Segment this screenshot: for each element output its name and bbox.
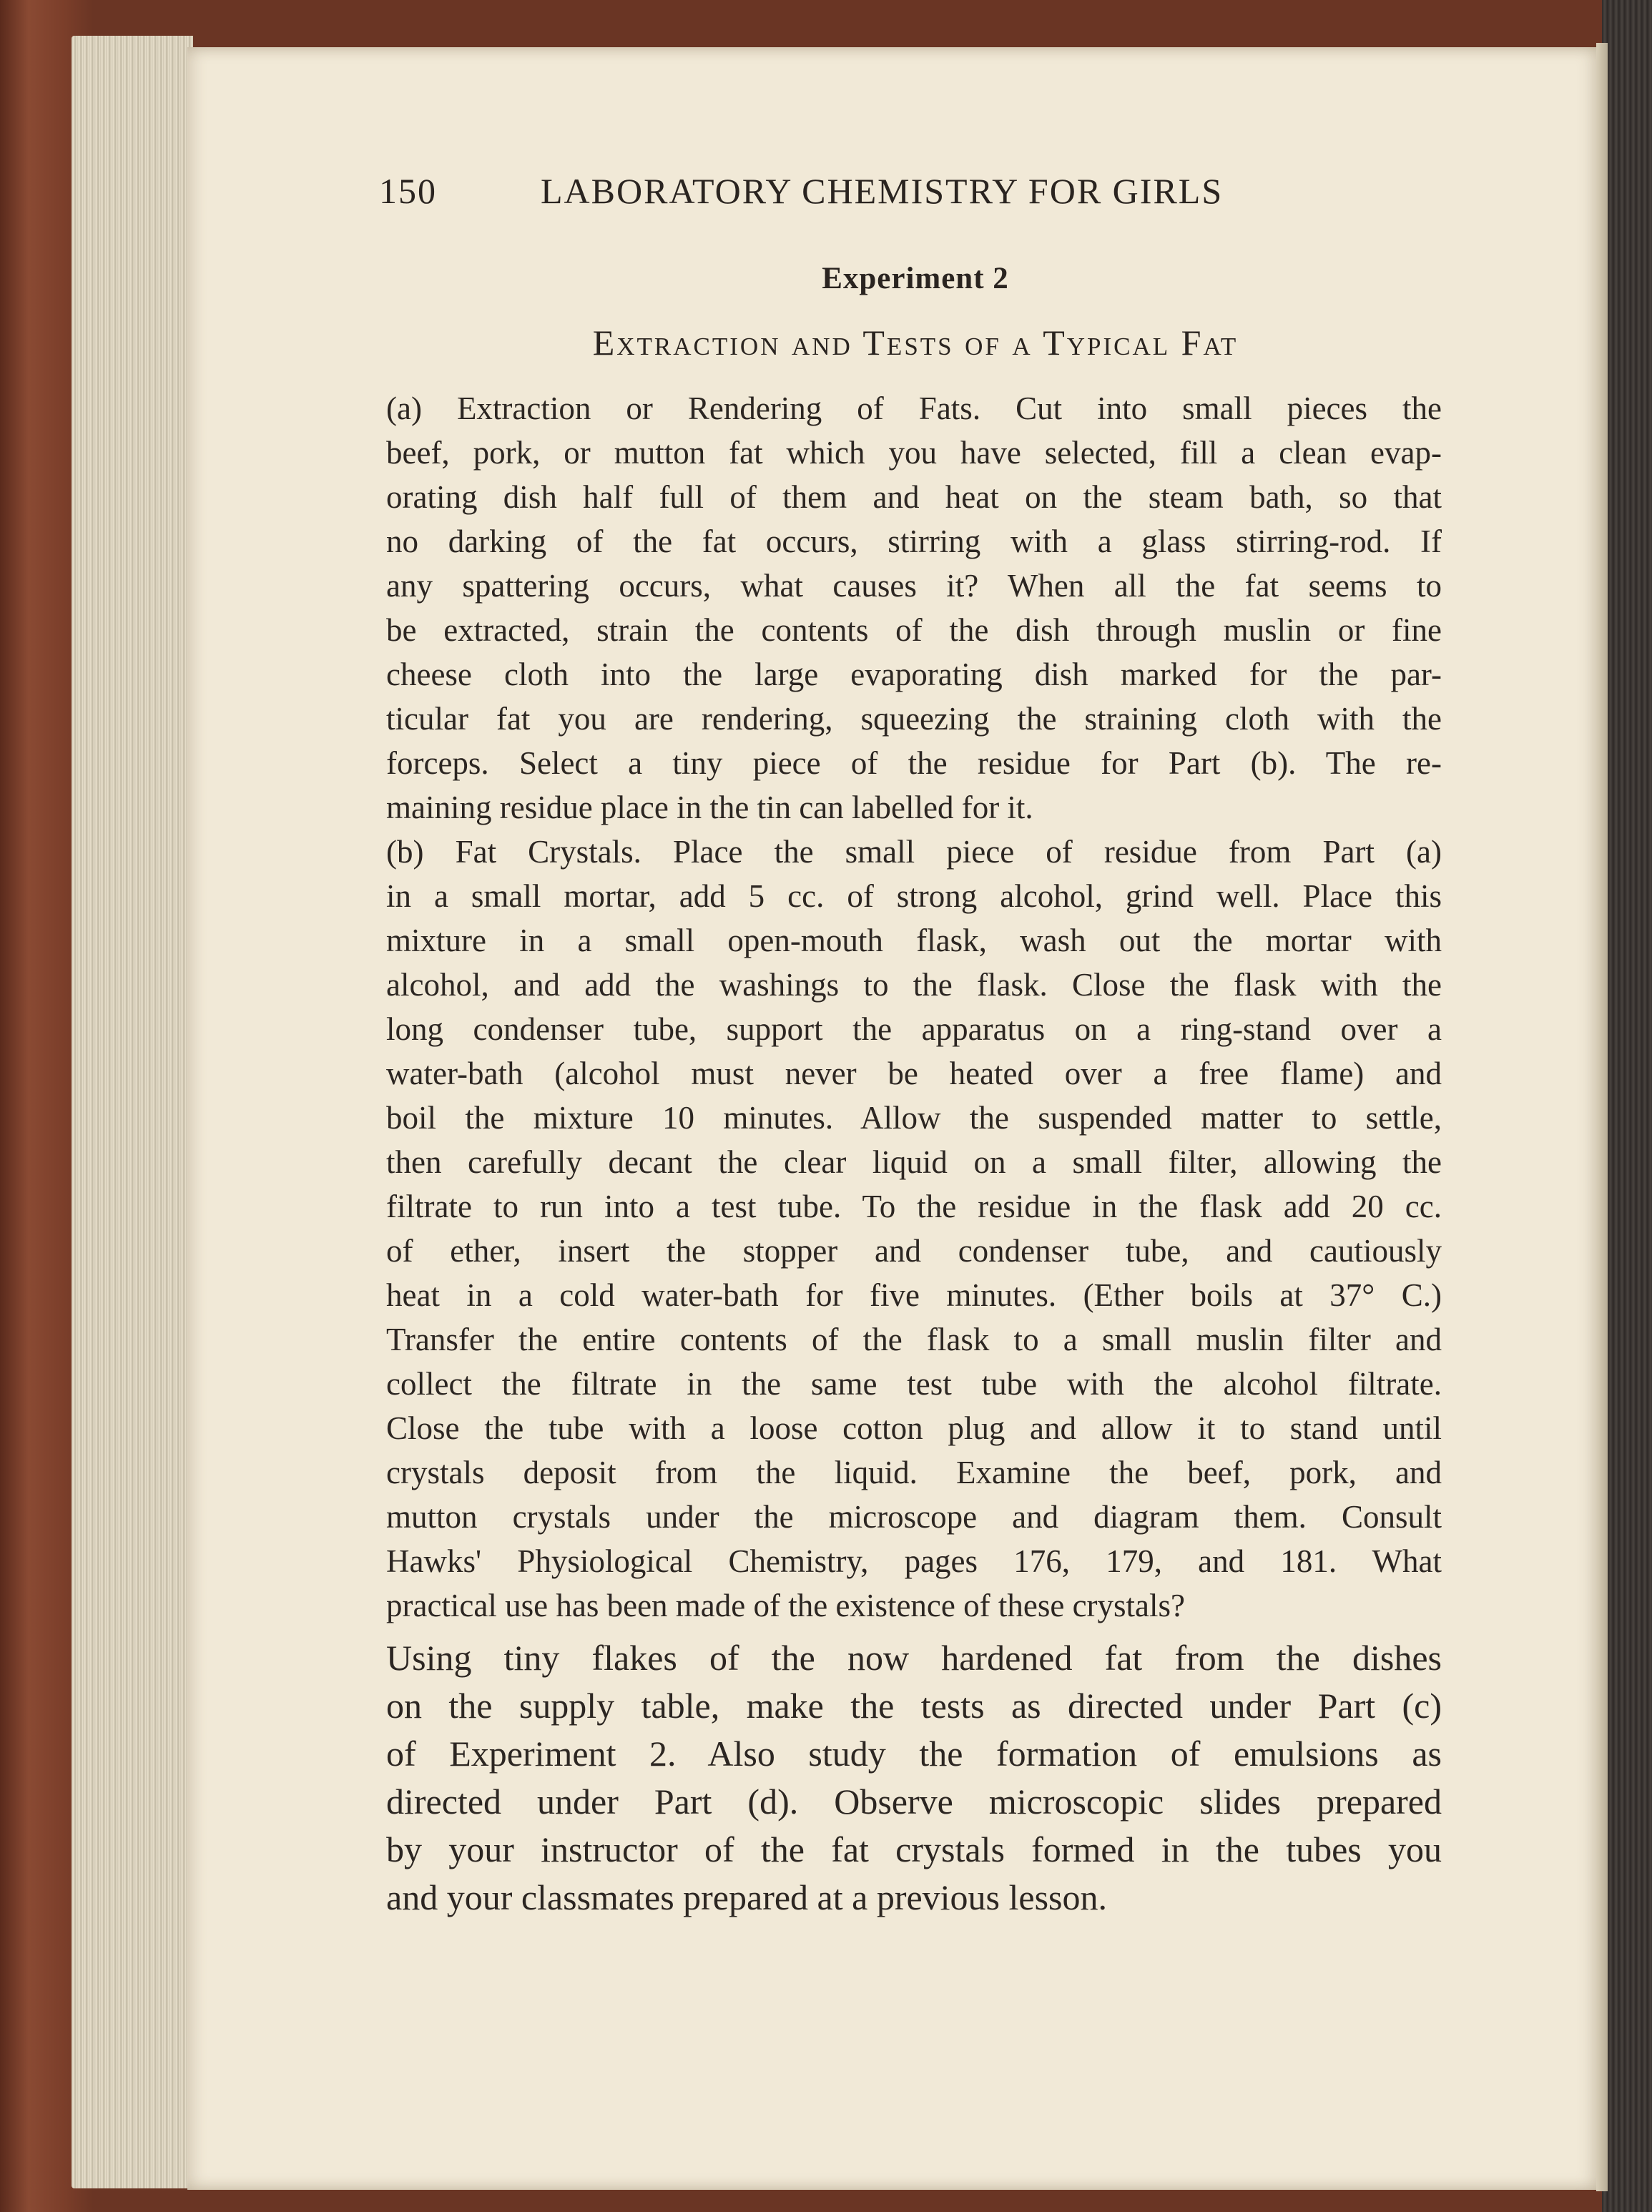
- text-line: any spattering occurs, what causes it? When all the fat seems to: [386, 568, 1442, 604]
- text-line: Hawks' Physiological Chemistry, pages 176, 179, and 181. What: [386, 1543, 1442, 1579]
- running-title: LABORATORY CHEMISTRY FOR GIRLS: [541, 171, 1224, 211]
- text-line: (a) Extraction or Rendering of Fats. Cut into small pieces the: [386, 390, 1442, 426]
- text-line: filtrate to run into a test tube. To the residue in the flask add 20 cc.: [386, 1189, 1442, 1224]
- text-line: Close the tube with a loose cotton plug and allow it to stand until: [386, 1410, 1442, 1446]
- paragraph-c: [386, 1634, 1442, 1922]
- text-line: alcohol, and add the washings to the flask. Close the flask with the: [386, 967, 1442, 1003]
- text-line: mixture in a small open-mouth flask, wash out the mortar with: [386, 923, 1442, 958]
- book-spine-edge: [1602, 0, 1652, 2212]
- text-line: crystals deposit from the liquid. Examine the beef, pork, and: [386, 1455, 1442, 1490]
- text-line: Using tiny flakes of the now hardened fat from the dishes: [386, 1638, 1442, 1678]
- text-line: in a small mortar, add 5 cc. of strong alcohol, grind well. Place this: [386, 878, 1442, 914]
- text-line: and your classmates prepared at a previous lesson.: [386, 1877, 1108, 1917]
- text-line: cheese cloth into the large evaporating dish marked for the par-: [386, 657, 1442, 692]
- text-line: orating dish half full of them and heat on the steam bath, so that: [386, 479, 1442, 515]
- text-line: by your instructor of the fat crystals formed in the tubes you: [386, 1829, 1442, 1869]
- paragraph-a: [386, 386, 1442, 830]
- text-line: Transfer the entire contents of the flask to a small muslin filter and: [386, 1322, 1442, 1357]
- text-line: directed under Part (d). Observe microscopic slides prepared: [386, 1781, 1442, 1822]
- text-line: on the supply table, make the tests as directed under Part (c): [386, 1686, 1442, 1726]
- text-line: then carefully decant the clear liquid on a small filter, allowing the: [386, 1144, 1442, 1180]
- text-line: of Experiment 2. Also study the formation of emulsions as: [386, 1734, 1442, 1774]
- text-line: no darking of the fat occurs, stirring with a glass stirring-rod. If: [386, 523, 1442, 559]
- running-header: [379, 170, 1452, 213]
- text-line: heat in a cold water-bath for five minutes. (Ether boils at 37° C.): [386, 1277, 1442, 1313]
- text-line: collect the filtrate in the same test tube with the alcohol filtrate.: [386, 1366, 1442, 1402]
- paragraph-b: [386, 830, 1442, 1628]
- experiment-title: Experiment 2: [822, 262, 1009, 295]
- page-stack-edges: [72, 36, 193, 2188]
- text-line: boil the mixture 10 minutes. Allow the suspended matter to settle,: [386, 1100, 1442, 1136]
- text-line: water-bath (alcohol must never be heated over a free flame) and: [386, 1056, 1442, 1091]
- section-title: Extraction and Tests of a Typical Fat: [592, 323, 1239, 363]
- text-line: (b) Fat Crystals. Place the small piece of residue from Part (a): [386, 834, 1442, 870]
- text-line: be extracted, strain the contents of the dish through muslin or fine: [386, 612, 1442, 648]
- text-line: of ether, insert the stopper and condenser tube, and cautiously: [386, 1233, 1442, 1269]
- page-number: 150: [379, 171, 437, 211]
- text-line: forceps. Select a tiny piece of the residue for Part (b). The re-: [386, 745, 1442, 781]
- text-line: long condenser tube, support the apparatus on a ring-stand over a: [386, 1011, 1442, 1047]
- text-line: maining residue place in the tin can labelled for it.: [386, 790, 1033, 825]
- page-gutter: [1596, 43, 1608, 2191]
- text-line: ticular fat you are rendering, squeezing the straining cloth with the: [386, 701, 1442, 737]
- text-line: beef, pork, or mutton fat which you have selected, fill a clean evap-: [386, 435, 1442, 471]
- text-line: mutton crystals under the microscope and diagram them. Consult: [386, 1499, 1442, 1535]
- text-line: practical use has been made of the existence of these crystals?: [386, 1588, 1186, 1623]
